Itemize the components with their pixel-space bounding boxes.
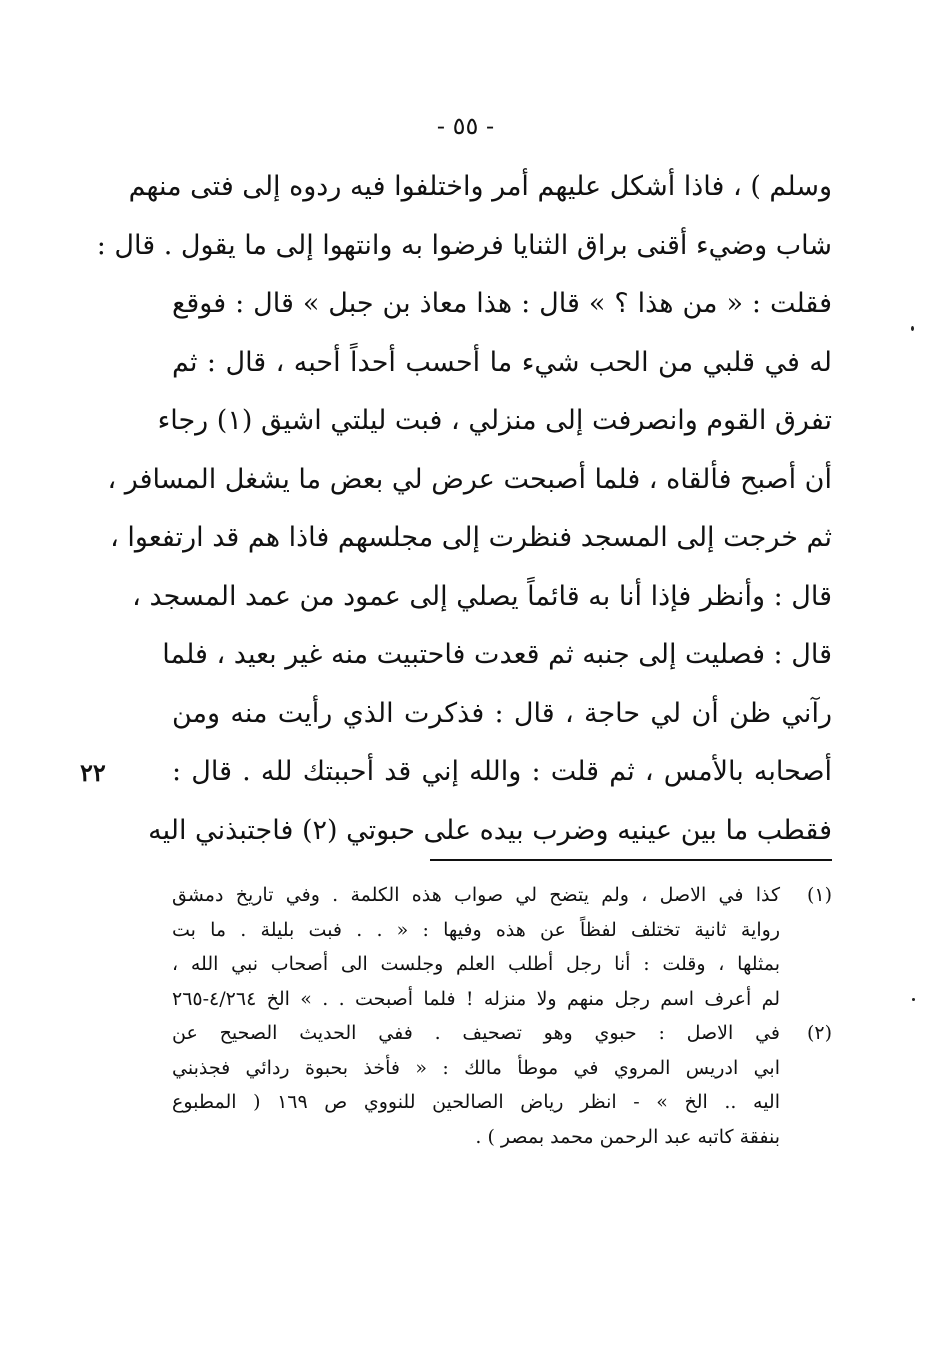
footnote-marker: (١) xyxy=(806,884,832,906)
text-line: فقطب ما بين عينيه وضرب بيده على حبوتي (٢) فاجتبذني اليه xyxy=(148,814,832,846)
text-line: ثم خرجت إلى المسجد فنظرت إلى مجلسهم فاذا هم قد ارتفعوا ، xyxy=(110,522,832,553)
footnote-text: رواية ثانية تختلف لفظاً عن هذه وفيها : « . . فبت بليلة . ما بت xyxy=(172,918,780,941)
footnote-1 xyxy=(172,878,832,1016)
footnote-line xyxy=(172,913,832,948)
footnote-line fn-last xyxy=(172,1120,832,1155)
footnote-line xyxy=(172,1051,832,1086)
text-line: تفرق القوم وانصرفت إلى منزلي ، فبت ليلتي اشيق (١) رجاء xyxy=(157,405,832,436)
footnote-line xyxy=(172,1085,832,1120)
footnotes xyxy=(172,878,832,1154)
text-line: أن أصبح فألقاه ، فلما أصبحت عرض لي بعض ما يشغل المسافر ، xyxy=(107,463,832,495)
footnote-line xyxy=(172,878,832,913)
footnote-line xyxy=(172,1016,832,1051)
text-line: رآني ظن أن لي حاجة ، قال : فذكرت الذي رأيت منه ومن xyxy=(172,697,832,729)
footnote-text: اليه .. الخ » - انظر رياض الصالحين للنووي ص ١٦٩ ( المطبوع xyxy=(172,1091,780,1113)
footnote-marker: (٢) xyxy=(806,1022,832,1044)
footnote-text: في الاصل : حبوي وهو تصحيف . ففي الحديث الصحيح عن xyxy=(172,1022,780,1044)
footnote-text: لم أعرف اسم رجل منهم ولا منزله ! فلما أصبحت . . » الخ ٤/٢٦٤-٢٦٥ xyxy=(172,987,780,1010)
page-number: - ٥٥ - xyxy=(436,112,495,140)
footnote-text: ابي ادريس المروي في موطأ مالك : « فأخذ بحبوة ردائي فجذبني xyxy=(172,1056,780,1079)
text-line: فقلت : « من هذا ؟ » قال : هذا معاذ بن جبل » قال : فوقع xyxy=(172,288,832,319)
scan-speck xyxy=(911,326,914,331)
footnote-line xyxy=(172,947,832,982)
text-line: قال : فصليت إلى جنبه ثم قعدت فاحتبيت منه غير بعيد ، فلما xyxy=(162,639,832,670)
footnote-text: بنفقة كاتبه عبد الرحمن محمد بمصر ) . xyxy=(475,1125,780,1148)
text-line: أصحابه بالأمس ، ثم قلت : والله إني قد أحببتك لله . قال : xyxy=(172,756,832,787)
footnote-text: كذا في الاصل ، ولم يتضح لي صواب هذه الكلمة . وفي تاريخ دمشق xyxy=(172,884,780,906)
footnote-line xyxy=(172,982,832,1017)
footnote-text: بمثلها ، وقلت : أنا رجل أطلب العلم وجلست الى أصحاب نبي الله ، xyxy=(172,953,780,975)
text-line: له في قلبي من الحب شيء ما أحسب أحداً أحبه ، قال : ثم xyxy=(172,346,832,378)
text-line: وسلم ) ، فاذا أشكل عليهم أمر واختلفوا فيه ردوه إلى فتى منهم xyxy=(128,171,832,202)
margin-number: ٢٢ xyxy=(80,758,106,787)
text-line: قال : وأنظر فإذا أنا به قائماً يصلي إلى عمود من عمد المسجد ، xyxy=(132,580,832,612)
text-line: شاب وضيء أقنى براق الثنايا فرضوا به وانتهوا إلى ما يقول . قال : xyxy=(96,229,832,261)
main-text xyxy=(96,158,832,860)
footnote-separator xyxy=(430,859,832,861)
footnote-2 xyxy=(172,1016,832,1154)
scan-speck xyxy=(912,998,915,1001)
